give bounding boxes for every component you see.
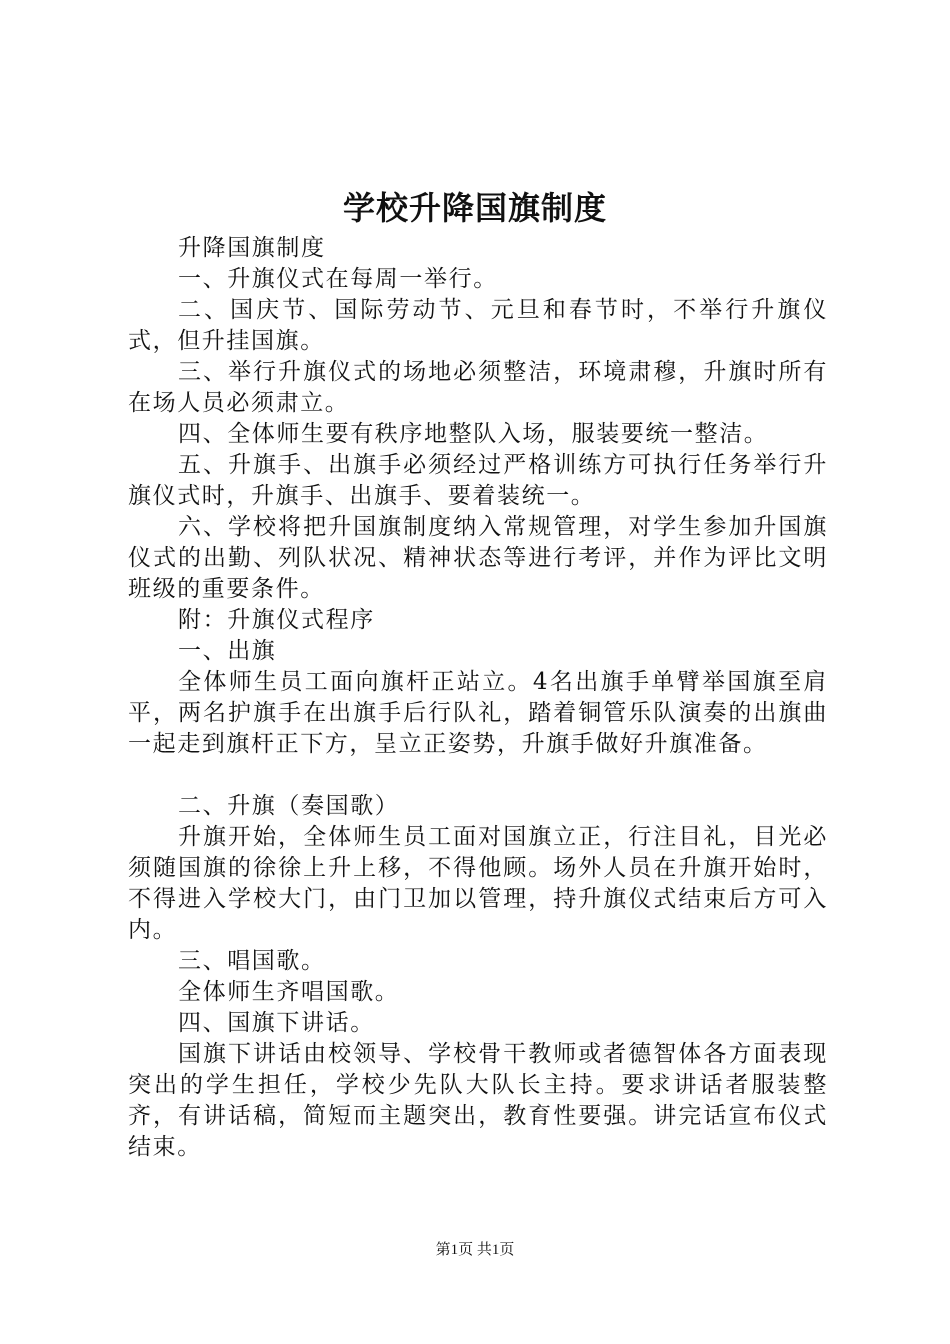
paragraph: 四、全体师生要有秩序地整队入场，服装要统一整洁。: [178, 421, 769, 447]
paragraph: 三、举行升旗仪式的场地必须整洁，环境肃穆，升旗时所有在场人员必须肃立。: [128, 359, 828, 416]
paragraph: 三、唱国歌。: [178, 948, 326, 974]
paragraph: 国旗下讲话由校领导、学校骨干教师或者德智体各方面表现突出的学生担任，学校少先队大队长主持。要求讲话者服装整齐，有讲话稿，简短而主题突出，教育性要强。讲完话宣布仪式结束。: [128, 1041, 828, 1160]
paragraph: 升降国旗制度: [178, 235, 326, 261]
paragraph: 二、国庆节、国际劳动节、元旦和春节时，不举行升旗仪式，但升挂国旗。: [128, 297, 828, 354]
paragraph: 二、升旗（奏国歌）: [178, 793, 400, 819]
paragraph: 全体师生员工面向旗杆正站立。4名出旗手单臂举国旗至肩平，两名护旗手在出旗手后行队礼，踏着铜管乐队演奏的出旗曲一起走到旗杆正下方，呈立正姿势，升旗手做好升旗准备。: [128, 669, 828, 757]
paragraph: 升旗开始，全体师生员工面对国旗立正，行注目礼，目光必须随国旗的徐徐上升上移，不得他顾。场外人员在升旗开始时，不得进入学校大门，由门卫加以管理，持升旗仪式结束后方可入内。: [128, 824, 828, 943]
document-title: 学校升降国旗制度: [342, 189, 607, 227]
paragraph: 一、出旗: [178, 638, 277, 664]
paragraph: 一、升旗仪式在每周一举行。: [178, 266, 498, 292]
paragraph: 六、学校将把升国旗制度纳入常规管理，对学生参加升国旗仪式的出勤、列队状况、精神状态等进行考评，并作为评比文明班级的重要条件。: [128, 514, 828, 602]
document-body: [128, 233, 828, 1163]
paragraph: 附：升旗仪式程序: [178, 607, 375, 633]
paragraph: 全体师生齐唱国歌。: [178, 979, 400, 1005]
page-number-footer: 第1页 共1页: [435, 1242, 515, 1258]
paragraph: 四、国旗下讲话。: [178, 1010, 375, 1036]
paragraph: 五、升旗手、出旗手必须经过严格训练方可执行任务举行升旗仪式时，升旗手、出旗手、要着装统一。: [128, 452, 828, 509]
